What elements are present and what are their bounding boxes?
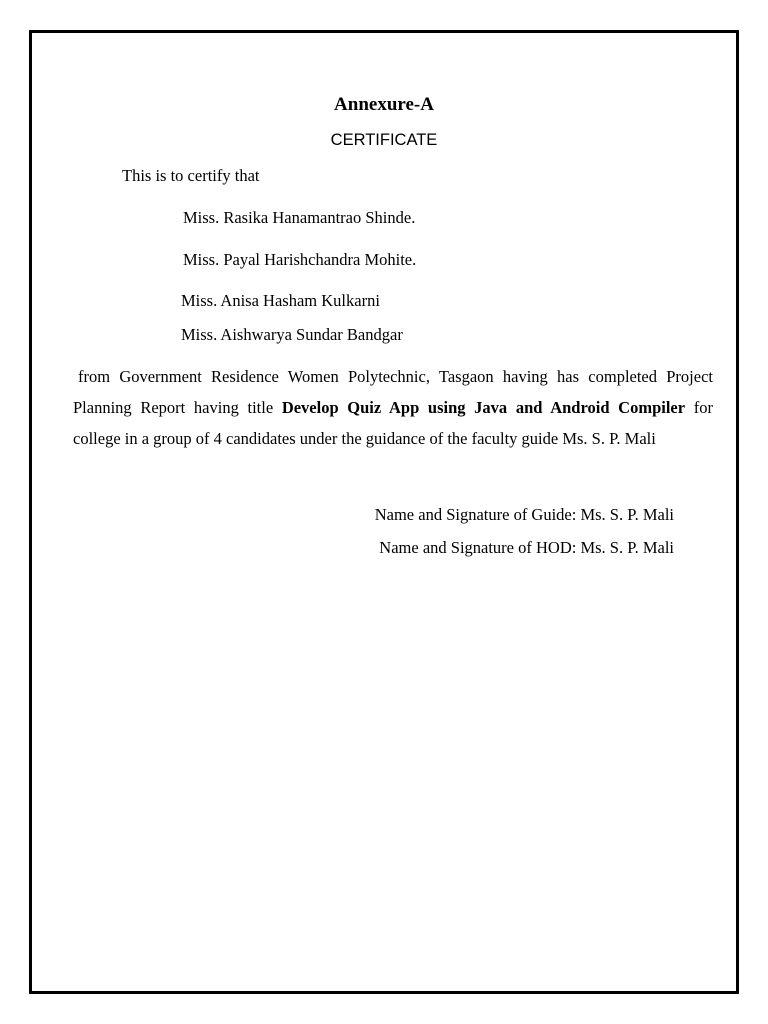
intro-text: This is to certify that [122,166,260,185]
hod-signature: Name and Signature of HOD: Ms. S. P. Mali [379,538,674,557]
body-line-2-suffix: for [693,398,714,417]
candidate-name: Miss. Anisa Hasham Kulkarni [181,291,380,310]
candidate-name: Miss. Aishwarya Sundar Bandgar [181,325,403,344]
document-title: Annexure-A [334,94,434,115]
certificate-body [73,361,713,454]
guide-signature: Name and Signature of Guide: Ms. S. P. Mali [374,505,674,524]
candidate-name: Miss. Rasika Hanamantrao Shinde. [183,208,416,227]
body-line-2 [73,392,713,423]
body-line-3: college in a group of 4 candidates under the guidance of the faculty guide Ms. S. P. Mali [73,429,656,448]
candidate-name: Miss. Payal Harishchandra Mohite. [183,250,417,269]
body-line-1: from Government Residence Women Polytechnic, Tasgaon having has completed Project [78,367,713,386]
project-title: Develop Quiz App using Java and Android Compiler [281,398,686,417]
document-subtitle: CERTIFICATE [330,131,438,149]
body-line-2-prefix: Planning Report having title [73,398,274,417]
